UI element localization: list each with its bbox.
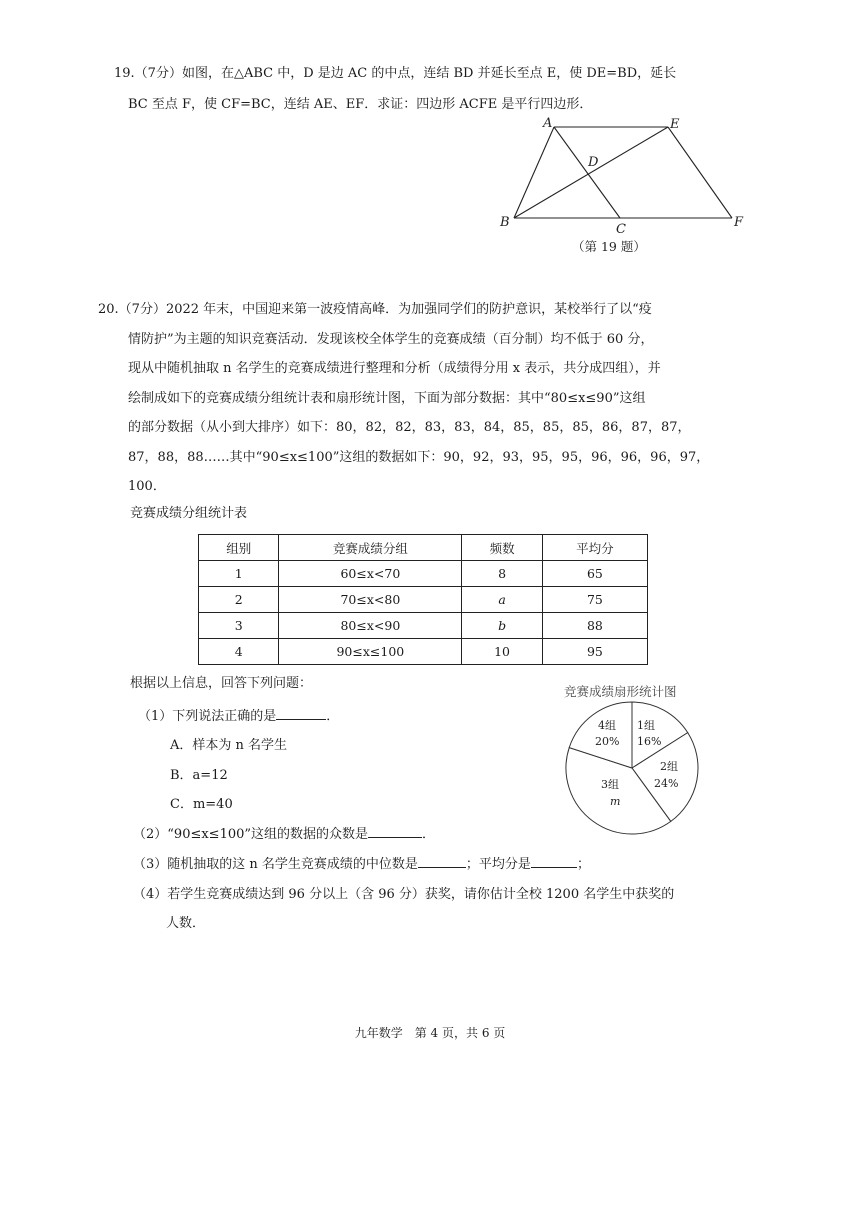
question-3-end: ； (576, 857, 590, 872)
questions-intro: 根据以上信息，回答下列问题： (130, 676, 313, 691)
table-row (199, 639, 648, 665)
q19-figure (496, 114, 756, 260)
table-row (199, 587, 648, 613)
table-cell: 2 (199, 587, 279, 613)
table-cell: 88 (542, 613, 647, 639)
table-cell: 95 (542, 639, 647, 665)
label-c: C (616, 222, 626, 237)
table-cell: 1 (199, 561, 279, 587)
slice-label-pct1: 16% (637, 735, 662, 748)
label-a: A (543, 116, 553, 131)
label-e: E (670, 117, 680, 132)
q20-line: 现从中随机抽取 n 名学生的竞赛成绩进行整理和分析（成绩得分用 x 表示，共分成四组），并 (128, 361, 661, 376)
table-cell: b (462, 613, 542, 639)
question-4-line1: （4）若学生竞赛成绩达到 96 分以上（含 96 分）获奖，请你估计全校 1200 名学生中获奖的 (133, 887, 675, 902)
question-1-text: （1）下列说法正确的是 (138, 709, 277, 724)
slice-label-group1: 1组 (637, 719, 655, 732)
question-3 (133, 853, 590, 872)
slice-label-m: m (610, 795, 621, 808)
table-cell: 4 (199, 639, 279, 665)
question-4-line2: 人数． (166, 916, 206, 931)
slice-label-group4: 4组 (598, 719, 616, 732)
q20-line: 情防护”为主题的知识竞赛活动．发现该校全体学生的竞赛成绩（百分制）均不低于 60 分， (128, 331, 654, 347)
table-row (199, 613, 648, 639)
q20-line: 100． (128, 479, 166, 494)
table-cell: 70≤x<80 (279, 587, 462, 613)
table-cell: a (462, 587, 542, 613)
table-title: 竞赛成绩分组统计表 (130, 506, 248, 521)
table-cell: 80≤x<90 (279, 613, 462, 639)
table-header: 组别 (199, 535, 279, 561)
question-1-end: ． (326, 709, 340, 724)
q19-text-line1: 19.（7分）如图，在△ABC 中，D 是边 AC 的中点，连结 BD 并延长至点 E，使 DE=BD，延长 (114, 66, 677, 81)
segment-be (514, 127, 668, 218)
table-header: 频数 (462, 535, 542, 561)
table-header-row (199, 535, 648, 561)
table-cell: 60≤x<70 (279, 561, 462, 587)
table-cell: 8 (462, 561, 542, 587)
q20-line: 绘制成如下的竞赛成绩分组统计表和扇形统计图，下面为部分数据：其中“80≤x≤90”这组 (128, 390, 646, 406)
table-header: 竞赛成绩分组 (279, 535, 462, 561)
label-b: B (500, 215, 510, 230)
label-d: D (588, 155, 599, 170)
table-row (199, 561, 648, 587)
segment-ac (554, 127, 620, 218)
label-f: F (734, 215, 744, 230)
question-2 (133, 823, 435, 842)
option-a: A．样本为 n 名学生 (170, 738, 288, 753)
option-b: B．a=12 (170, 768, 228, 783)
pie-chart-title: 竞赛成绩扇形统计图 (564, 684, 677, 699)
question-3-mid: ；平均分是 (465, 857, 531, 872)
table-cell: 75 (542, 587, 647, 613)
table-cell: 65 (542, 561, 647, 587)
page-footer: 九年数学 第 4 页，共 6 页 (354, 1026, 506, 1040)
table-cell: 10 (462, 639, 542, 665)
slice-label-pct4: 20% (595, 735, 620, 748)
answer-blank[interactable] (418, 855, 466, 868)
slice-label-pct2: 24% (654, 777, 679, 790)
slice-label-group3: 3组 (601, 778, 619, 791)
segment-ab (514, 127, 554, 218)
score-table (198, 534, 648, 665)
q20-line: 87，88，88……其中“90≤x≤100”这组的数据如下：90，92，93，95，95，96，96，96，97， (128, 449, 710, 465)
slice-label-group2: 2组 (660, 760, 678, 773)
answer-blank[interactable] (531, 855, 577, 868)
answer-blank[interactable] (368, 825, 422, 838)
table-cell: 90≤x≤100 (279, 639, 462, 665)
q20-line: 的部分数据（从小到大排序）如下：80，82，82，83，83，84，85，85，85，86，87，87， (128, 420, 691, 435)
question-1 (138, 705, 339, 724)
figure-caption: （第 19 题） (572, 239, 646, 254)
q20-stem (98, 295, 758, 502)
option-c: C．m=40 (170, 797, 233, 812)
question-3-text: （3）随机抽取的这 n 名学生竞赛成绩的中位数是 (133, 857, 418, 872)
q19-text-line2: BC 至点 F，使 CF=BC，连结 AE、EF．求证：四边形 ACFE 是平行四边形． (128, 97, 593, 112)
question-2-end: ． (422, 827, 436, 842)
pie-chart (564, 700, 700, 836)
question-2-text: （2）“90≤x≤100”这组的数据的众数是 (133, 827, 369, 842)
segment-ef (668, 127, 732, 218)
answer-blank[interactable] (276, 707, 326, 720)
table-header: 平均分 (542, 535, 647, 561)
q20-line: 20.（7分）2022 年末，中国迎来第一波疫情高峰．为加强同学们的防护意识，某校举行了以“疫 (98, 302, 652, 317)
table-cell: 3 (199, 613, 279, 639)
